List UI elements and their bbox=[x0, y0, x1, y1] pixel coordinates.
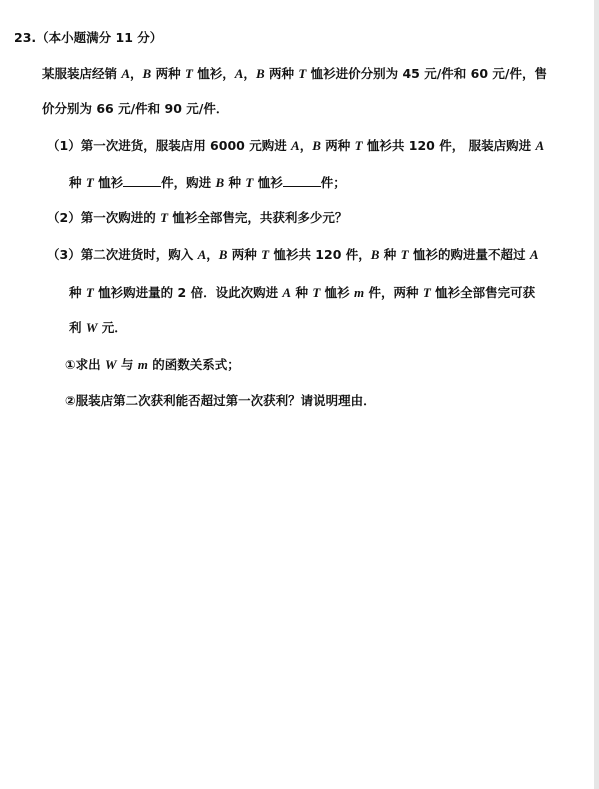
stem-text: 某服装店经销 bbox=[42, 66, 122, 81]
part-text: 种 bbox=[69, 285, 86, 300]
variable: T bbox=[312, 285, 321, 300]
answer-blank-a[interactable] bbox=[123, 174, 161, 187]
variable: T bbox=[298, 66, 307, 81]
variable: T bbox=[422, 285, 431, 300]
part-3-sub-1 bbox=[65, 357, 240, 373]
part-text: 种 bbox=[224, 175, 246, 190]
part-1-line-2 bbox=[69, 174, 346, 191]
variable: W bbox=[104, 357, 117, 372]
part-1-line-1 bbox=[47, 138, 544, 154]
part-3-sub-2: ②服装店第二次获利能否超过第一次获利？请说明理由． bbox=[65, 393, 376, 408]
page-edge bbox=[594, 0, 599, 789]
variable: T bbox=[400, 247, 409, 262]
part-text: 恤衫全部售完可获 bbox=[430, 285, 536, 300]
stem-text: ， bbox=[130, 66, 143, 81]
part-text: 恤衫 bbox=[320, 285, 354, 300]
part-text: 种 bbox=[69, 175, 86, 190]
question-number: 23. bbox=[14, 30, 37, 45]
variable: B bbox=[218, 247, 228, 262]
part-text: 恤衫 bbox=[253, 175, 283, 190]
variable: A bbox=[121, 66, 131, 81]
stem-text: ， bbox=[243, 66, 256, 81]
variable: A bbox=[197, 247, 207, 262]
stem-text: 恤衫， bbox=[192, 66, 235, 81]
stem-line-2: 价分别为 66 元/件和 90 元/件． bbox=[42, 101, 229, 116]
part-text: 件； bbox=[320, 175, 346, 190]
part-text: 种 bbox=[379, 247, 401, 262]
variable: m bbox=[353, 285, 365, 300]
variable: m bbox=[137, 357, 148, 372]
stem-line-1 bbox=[42, 66, 547, 82]
part-text: 恤衫共 120 件， 服装店购进 bbox=[362, 138, 536, 153]
part-text: 恤衫 bbox=[93, 175, 124, 190]
part-text: （1）第一次进货，服装店用 6000 元购进 bbox=[47, 138, 292, 153]
part-text: 恤衫的购进量不超过 bbox=[408, 247, 530, 262]
question-header bbox=[14, 30, 162, 46]
variable: T bbox=[261, 247, 270, 262]
part-text: 两种 bbox=[227, 247, 262, 262]
part-3-line-3 bbox=[69, 320, 127, 336]
variable: B bbox=[215, 175, 225, 190]
variable: A bbox=[529, 247, 539, 262]
part-text: 恤衫全部售完，共获利多少元？ bbox=[168, 210, 348, 225]
part-2 bbox=[47, 210, 347, 226]
question-score-note: （本小题满分 11 分） bbox=[36, 30, 163, 45]
variable: T bbox=[85, 175, 94, 190]
variable: A bbox=[291, 138, 300, 153]
part-text: 利 bbox=[69, 320, 86, 335]
variable: B bbox=[142, 66, 152, 81]
part-text: 与 bbox=[116, 357, 138, 372]
part-text: ①求出 bbox=[65, 357, 105, 372]
part-text: （3）第二次进货时，购入 bbox=[47, 247, 198, 262]
part-text: 恤衫购进量的 2 倍．设此次购进 bbox=[93, 285, 283, 300]
variable: T bbox=[184, 66, 193, 81]
part-text: 元． bbox=[97, 320, 127, 335]
variable: A bbox=[234, 66, 244, 81]
part-text: 件，购进 bbox=[161, 175, 216, 190]
part-text: 恤衫共 120 件， bbox=[269, 247, 371, 262]
variable: T bbox=[245, 175, 254, 190]
variable: T bbox=[160, 210, 169, 225]
variable: T bbox=[85, 285, 94, 300]
variable: B bbox=[312, 138, 321, 153]
variable: B bbox=[255, 66, 265, 81]
part-text: 的函数关系式； bbox=[147, 357, 240, 372]
part-text: ， bbox=[206, 247, 219, 262]
part-3-line-1 bbox=[47, 247, 538, 263]
variable: A bbox=[282, 285, 292, 300]
stem-text: 两种 bbox=[151, 66, 185, 81]
variable: B bbox=[370, 247, 380, 262]
part-text: ， bbox=[299, 138, 313, 153]
variable: T bbox=[354, 138, 363, 153]
part-text: （2）第一次购进的 bbox=[47, 210, 161, 225]
part-3-line-2 bbox=[69, 285, 535, 301]
variable: W bbox=[85, 320, 98, 335]
part-text: 种 bbox=[291, 285, 313, 300]
variable: A bbox=[535, 138, 545, 153]
part-text: 两种 bbox=[320, 138, 355, 153]
answer-blank-b[interactable] bbox=[283, 174, 321, 187]
stem-text: 恤衫进价分别为 45 元/件和 60 元/件，售 bbox=[306, 66, 547, 81]
stem-text: 两种 bbox=[264, 66, 299, 81]
part-text: 件，两种 bbox=[364, 285, 423, 300]
